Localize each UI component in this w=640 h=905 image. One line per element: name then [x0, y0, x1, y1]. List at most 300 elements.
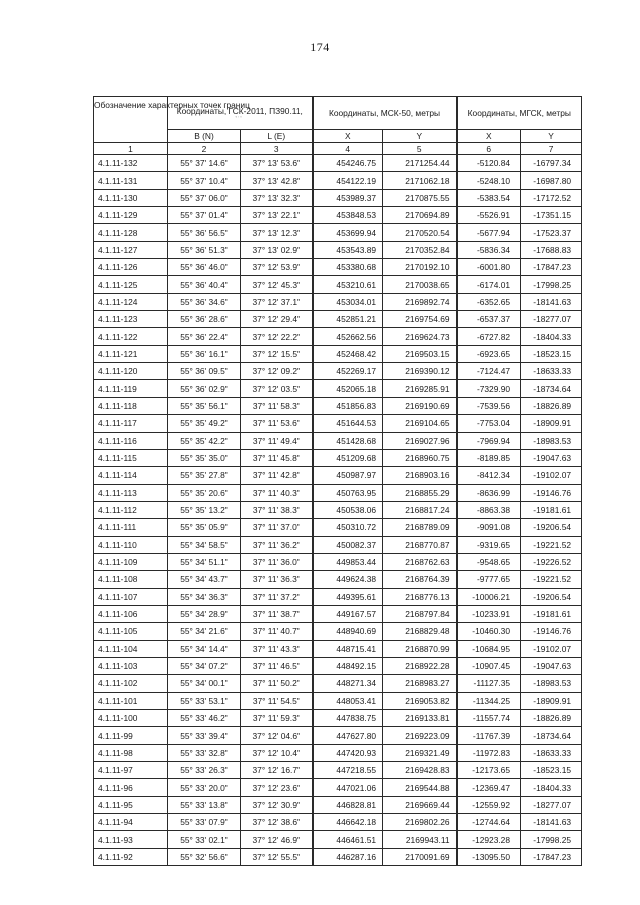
mgsk-x-cell: -10233.91	[457, 605, 521, 622]
msk-y-cell: 2170091.69	[383, 848, 457, 865]
msk-y-cell: 2168797.84	[383, 605, 457, 622]
latitude-cell: 55° 36' 09.5"	[168, 363, 241, 380]
mgsk-y-cell: -17688.83	[521, 241, 582, 258]
header-sub-b: B (N)	[168, 130, 241, 143]
point-id-cell: 4.1.11-115	[94, 449, 168, 466]
mgsk-x-cell: -11127.35	[457, 675, 521, 692]
msk-y-cell: 2171062.18	[383, 172, 457, 189]
point-id-cell: 4.1.11-116	[94, 432, 168, 449]
point-id-cell: 4.1.11-113	[94, 484, 168, 501]
table-row	[94, 588, 582, 605]
msk-x-cell: 448492.15	[313, 657, 383, 674]
latitude-cell: 55° 35' 27.8"	[168, 467, 241, 484]
latitude-cell: 55° 35' 05.9"	[168, 519, 241, 536]
latitude-cell: 55° 33' 26.3"	[168, 762, 241, 779]
longitude-cell: 37° 12' 37.1"	[241, 293, 313, 310]
mgsk-y-cell: -18909.91	[521, 692, 582, 709]
point-id-cell: 4.1.11-101	[94, 692, 168, 709]
table-row	[94, 536, 582, 553]
msk-y-cell: 2170352.84	[383, 241, 457, 258]
longitude-cell: 37° 11' 38.7"	[241, 605, 313, 622]
msk-x-cell: 453034.01	[313, 293, 383, 310]
longitude-cell: 37° 11' 43.3"	[241, 640, 313, 657]
table-row	[94, 692, 582, 709]
point-id-cell: 4.1.11-99	[94, 727, 168, 744]
point-id-cell: 4.1.11-130	[94, 189, 168, 206]
msk-y-cell: 2169802.26	[383, 814, 457, 831]
msk-x-cell: 446828.81	[313, 796, 383, 813]
mgsk-x-cell: -10006.21	[457, 588, 521, 605]
table-row	[94, 259, 582, 276]
table-row	[94, 796, 582, 813]
msk-y-cell: 2168960.75	[383, 449, 457, 466]
msk-y-cell: 2171254.44	[383, 155, 457, 172]
longitude-cell: 37° 12' 53.9"	[241, 259, 313, 276]
page-number: 174	[310, 40, 330, 54]
latitude-cell: 55° 35' 56.1"	[168, 397, 241, 414]
mgsk-x-cell: -7124.47	[457, 363, 521, 380]
header-sub-mgsk-y: Y	[521, 130, 582, 143]
mgsk-y-cell: -17172.52	[521, 189, 582, 206]
msk-y-cell: 2169190.69	[383, 397, 457, 414]
table-row	[94, 831, 582, 848]
msk-y-cell: 2169285.91	[383, 380, 457, 397]
point-id-cell: 4.1.11-124	[94, 293, 168, 310]
msk-x-cell: 446287.16	[313, 848, 383, 865]
longitude-cell: 37° 11' 36.0"	[241, 553, 313, 570]
msk-x-cell: 451428.68	[313, 432, 383, 449]
mgsk-x-cell: -7753.04	[457, 415, 521, 432]
msk-x-cell: 451209.68	[313, 449, 383, 466]
header-col-number: 6	[457, 143, 521, 155]
point-id-cell: 4.1.11-112	[94, 501, 168, 518]
table-row	[94, 501, 582, 518]
msk-x-cell: 450538.06	[313, 501, 383, 518]
longitude-cell: 37° 11' 50.2"	[241, 675, 313, 692]
msk-x-cell: 452269.17	[313, 363, 383, 380]
longitude-cell: 37° 12' 22.2"	[241, 328, 313, 345]
mgsk-x-cell: -8189.85	[457, 449, 521, 466]
mgsk-x-cell: -5120.84	[457, 155, 521, 172]
latitude-cell: 55° 35' 13.2"	[168, 501, 241, 518]
latitude-cell: 55° 34' 28.9"	[168, 605, 241, 622]
point-id-cell: 4.1.11-100	[94, 710, 168, 727]
mgsk-x-cell: -12923.28	[457, 831, 521, 848]
mgsk-y-cell: -19146.76	[521, 623, 582, 640]
latitude-cell: 55° 33' 32.8"	[168, 744, 241, 761]
mgsk-y-cell: -18633.33	[521, 744, 582, 761]
latitude-cell: 55° 34' 36.3"	[168, 588, 241, 605]
msk-y-cell: 2169104.65	[383, 415, 457, 432]
table-row	[94, 484, 582, 501]
header-col-number: 2	[168, 143, 241, 155]
mgsk-y-cell: -18826.89	[521, 397, 582, 414]
msk-y-cell: 2168870.99	[383, 640, 457, 657]
latitude-cell: 55° 36' 16.1"	[168, 345, 241, 362]
msk-x-cell: 450082.37	[313, 536, 383, 553]
table-row	[94, 415, 582, 432]
msk-x-cell: 446461.51	[313, 831, 383, 848]
mgsk-y-cell: -18734.64	[521, 380, 582, 397]
mgsk-y-cell: -19226.52	[521, 553, 582, 570]
longitude-cell: 37° 12' 09.2"	[241, 363, 313, 380]
msk-x-cell: 446642.18	[313, 814, 383, 831]
point-id-cell: 4.1.11-126	[94, 259, 168, 276]
point-id-cell: 4.1.11-121	[94, 345, 168, 362]
longitude-cell: 37° 12' 03.5"	[241, 380, 313, 397]
mgsk-y-cell: -18141.63	[521, 293, 582, 310]
longitude-cell: 37° 13' 02.9"	[241, 241, 313, 258]
msk-x-cell: 451644.53	[313, 415, 383, 432]
latitude-cell: 55° 36' 51.3"	[168, 241, 241, 258]
msk-y-cell: 2170694.89	[383, 207, 457, 224]
point-id-cell: 4.1.11-110	[94, 536, 168, 553]
longitude-cell: 37° 11' 36.2"	[241, 536, 313, 553]
longitude-cell: 37° 11' 37.2"	[241, 588, 313, 605]
mgsk-y-cell: -18734.64	[521, 727, 582, 744]
msk-x-cell: 451856.83	[313, 397, 383, 414]
latitude-cell: 55° 34' 21.6"	[168, 623, 241, 640]
latitude-cell: 55° 35' 42.2"	[168, 432, 241, 449]
point-id-cell: 4.1.11-128	[94, 224, 168, 241]
msk-x-cell: 448940.69	[313, 623, 383, 640]
mgsk-x-cell: -5677.94	[457, 224, 521, 241]
msk-x-cell: 450987.97	[313, 467, 383, 484]
table-row	[94, 328, 582, 345]
msk-x-cell: 452065.18	[313, 380, 383, 397]
msk-x-cell: 454246.75	[313, 155, 383, 172]
mgsk-y-cell: -18826.89	[521, 710, 582, 727]
longitude-cell: 37° 11' 37.0"	[241, 519, 313, 536]
mgsk-y-cell: -19047.63	[521, 657, 582, 674]
latitude-cell: 55° 34' 51.1"	[168, 553, 241, 570]
header-gsk-label: Координаты, ГСК-2011, ПЗ90.11,	[176, 106, 303, 116]
mgsk-x-cell: -6001.80	[457, 259, 521, 276]
mgsk-x-cell: -7329.90	[457, 380, 521, 397]
latitude-cell: 55° 36' 28.6"	[168, 311, 241, 328]
header-msk: Координаты, МСК-50, метры	[313, 97, 457, 130]
table-row	[94, 605, 582, 622]
msk-x-cell: 448271.34	[313, 675, 383, 692]
point-id-cell: 4.1.11-98	[94, 744, 168, 761]
longitude-cell: 37° 12' 23.6"	[241, 779, 313, 796]
msk-y-cell: 2169321.49	[383, 744, 457, 761]
msk-x-cell: 449167.57	[313, 605, 383, 622]
longitude-cell: 37° 12' 10.4"	[241, 744, 313, 761]
table-row	[94, 241, 582, 258]
mgsk-x-cell: -10684.95	[457, 640, 521, 657]
msk-y-cell: 2169669.44	[383, 796, 457, 813]
mgsk-y-cell: -18141.63	[521, 814, 582, 831]
mgsk-y-cell: -18633.33	[521, 363, 582, 380]
msk-y-cell: 2168789.09	[383, 519, 457, 536]
header-sub-l: L (E)	[241, 130, 313, 143]
table-row	[94, 224, 582, 241]
msk-x-cell: 453380.68	[313, 259, 383, 276]
mgsk-x-cell: -12559.92	[457, 796, 521, 813]
latitude-cell: 55° 33' 53.1"	[168, 692, 241, 709]
header-col-number: 3	[241, 143, 313, 155]
mgsk-x-cell: -7969.94	[457, 432, 521, 449]
longitude-cell: 37° 13' 32.3"	[241, 189, 313, 206]
mgsk-y-cell: -18277.07	[521, 796, 582, 813]
latitude-cell: 55° 35' 49.2"	[168, 415, 241, 432]
latitude-cell: 55° 33' 46.2"	[168, 710, 241, 727]
longitude-cell: 37° 13' 42.8"	[241, 172, 313, 189]
mgsk-y-cell: -18983.53	[521, 432, 582, 449]
msk-y-cell: 2169503.15	[383, 345, 457, 362]
point-id-cell: 4.1.11-117	[94, 415, 168, 432]
header-point: Обозначение характерных точек границ	[94, 97, 168, 143]
msk-y-cell: 2168762.63	[383, 553, 457, 570]
mgsk-y-cell: -17847.23	[521, 848, 582, 865]
msk-y-cell: 2169544.88	[383, 779, 457, 796]
longitude-cell: 37° 11' 46.5"	[241, 657, 313, 674]
msk-y-cell: 2168983.27	[383, 675, 457, 692]
mgsk-y-cell: -18523.15	[521, 345, 582, 362]
point-id-cell: 4.1.11-105	[94, 623, 168, 640]
mgsk-x-cell: -6174.01	[457, 276, 521, 293]
table-row	[94, 744, 582, 761]
table-row	[94, 449, 582, 466]
header-sub-mgsk-x: X	[457, 130, 521, 143]
msk-y-cell: 2170875.55	[383, 189, 457, 206]
point-id-cell: 4.1.11-108	[94, 571, 168, 588]
latitude-cell: 55° 36' 40.4"	[168, 276, 241, 293]
msk-y-cell: 2169624.73	[383, 328, 457, 345]
header-sub-msk-x: X	[313, 130, 383, 143]
mgsk-x-cell: -6923.65	[457, 345, 521, 362]
msk-x-cell: 453210.61	[313, 276, 383, 293]
header-sub-msk-y: Y	[383, 130, 457, 143]
latitude-cell: 55° 34' 07.2"	[168, 657, 241, 674]
mgsk-x-cell: -9548.65	[457, 553, 521, 570]
table-row	[94, 155, 582, 172]
msk-x-cell: 454122.19	[313, 172, 383, 189]
msk-x-cell: 450763.95	[313, 484, 383, 501]
point-id-cell: 4.1.11-131	[94, 172, 168, 189]
mgsk-x-cell: -11972.83	[457, 744, 521, 761]
mgsk-x-cell: -11557.74	[457, 710, 521, 727]
msk-x-cell: 448715.41	[313, 640, 383, 657]
latitude-cell: 55° 36' 56.5"	[168, 224, 241, 241]
latitude-cell: 55° 33' 20.0"	[168, 779, 241, 796]
latitude-cell: 55° 36' 22.4"	[168, 328, 241, 345]
table-row	[94, 467, 582, 484]
mgsk-x-cell: -6352.65	[457, 293, 521, 310]
table-row	[94, 571, 582, 588]
point-id-cell: 4.1.11-109	[94, 553, 168, 570]
longitude-cell: 37° 12' 16.7"	[241, 762, 313, 779]
msk-y-cell: 2168764.39	[383, 571, 457, 588]
msk-y-cell: 2168770.87	[383, 536, 457, 553]
point-id-cell: 4.1.11-104	[94, 640, 168, 657]
latitude-cell: 55° 37' 06.0"	[168, 189, 241, 206]
table-row	[94, 432, 582, 449]
latitude-cell: 55° 33' 13.8"	[168, 796, 241, 813]
msk-y-cell: 2169223.09	[383, 727, 457, 744]
msk-x-cell: 452662.56	[313, 328, 383, 345]
msk-y-cell: 2169943.11	[383, 831, 457, 848]
mgsk-y-cell: -18277.07	[521, 311, 582, 328]
header-gsk-unit-mark: ° ' "	[235, 115, 242, 120]
mgsk-x-cell: -6727.82	[457, 328, 521, 345]
mgsk-x-cell: -12744.64	[457, 814, 521, 831]
latitude-cell: 55° 37' 10.4"	[168, 172, 241, 189]
header-col-number: 5	[383, 143, 457, 155]
longitude-cell: 37° 11' 49.4"	[241, 432, 313, 449]
msk-y-cell: 2170192.10	[383, 259, 457, 276]
table-row	[94, 623, 582, 640]
latitude-cell: 55° 34' 43.7"	[168, 571, 241, 588]
msk-y-cell: 2169754.69	[383, 311, 457, 328]
table-row	[94, 276, 582, 293]
msk-y-cell: 2169053.82	[383, 692, 457, 709]
longitude-cell: 37° 11' 40.7"	[241, 623, 313, 640]
table-row	[94, 207, 582, 224]
msk-x-cell: 453543.89	[313, 241, 383, 258]
mgsk-y-cell: -16987.80	[521, 172, 582, 189]
msk-x-cell: 447627.80	[313, 727, 383, 744]
mgsk-y-cell: -17998.25	[521, 276, 582, 293]
msk-x-cell: 452468.42	[313, 345, 383, 362]
point-id-cell: 4.1.11-94	[94, 814, 168, 831]
mgsk-x-cell: -9091.08	[457, 519, 521, 536]
latitude-cell: 55° 37' 01.4"	[168, 207, 241, 224]
msk-x-cell: 449395.61	[313, 588, 383, 605]
mgsk-y-cell: -19181.61	[521, 605, 582, 622]
table-row	[94, 675, 582, 692]
point-id-cell: 4.1.11-127	[94, 241, 168, 258]
msk-x-cell: 453699.94	[313, 224, 383, 241]
msk-y-cell: 2169428.83	[383, 762, 457, 779]
point-id-cell: 4.1.11-95	[94, 796, 168, 813]
msk-x-cell: 449624.38	[313, 571, 383, 588]
table-row	[94, 380, 582, 397]
msk-x-cell: 453848.53	[313, 207, 383, 224]
header-col-number: 4	[313, 143, 383, 155]
table-row	[94, 640, 582, 657]
msk-y-cell: 2170038.65	[383, 276, 457, 293]
msk-x-cell: 453989.37	[313, 189, 383, 206]
mgsk-x-cell: -9777.65	[457, 571, 521, 588]
longitude-cell: 37° 11' 53.6"	[241, 415, 313, 432]
msk-y-cell: 2168922.28	[383, 657, 457, 674]
msk-y-cell: 2168817.24	[383, 501, 457, 518]
mgsk-y-cell: -19146.76	[521, 484, 582, 501]
longitude-cell: 37° 12' 30.9"	[241, 796, 313, 813]
point-id-cell: 4.1.11-93	[94, 831, 168, 848]
msk-x-cell: 452851.21	[313, 311, 383, 328]
mgsk-y-cell: -19102.07	[521, 640, 582, 657]
header-col-number: 1	[94, 143, 168, 155]
mgsk-y-cell: -19206.54	[521, 519, 582, 536]
msk-y-cell: 2170520.54	[383, 224, 457, 241]
latitude-cell: 55° 33' 02.1"	[168, 831, 241, 848]
longitude-cell: 37° 11' 58.3"	[241, 397, 313, 414]
longitude-cell: 37° 12' 46.9"	[241, 831, 313, 848]
latitude-cell: 55° 34' 00.1"	[168, 675, 241, 692]
msk-y-cell: 2168855.29	[383, 484, 457, 501]
point-id-cell: 4.1.11-96	[94, 779, 168, 796]
mgsk-x-cell: -11767.39	[457, 727, 521, 744]
msk-x-cell: 448053.41	[313, 692, 383, 709]
longitude-cell: 37° 12' 38.6"	[241, 814, 313, 831]
point-id-cell: 4.1.11-106	[94, 605, 168, 622]
mgsk-x-cell: -6537.37	[457, 311, 521, 328]
mgsk-x-cell: -13095.50	[457, 848, 521, 865]
mgsk-y-cell: -19181.61	[521, 501, 582, 518]
point-id-cell: 4.1.11-123	[94, 311, 168, 328]
latitude-cell: 55° 33' 39.4"	[168, 727, 241, 744]
longitude-cell: 37° 11' 36.3"	[241, 571, 313, 588]
mgsk-y-cell: -19047.63	[521, 449, 582, 466]
longitude-cell: 37° 11' 45.8"	[241, 449, 313, 466]
msk-x-cell: 447218.55	[313, 762, 383, 779]
mgsk-y-cell: -18909.91	[521, 415, 582, 432]
mgsk-y-cell: -19102.07	[521, 467, 582, 484]
mgsk-y-cell: -18523.15	[521, 762, 582, 779]
longitude-cell: 37° 11' 38.3"	[241, 501, 313, 518]
mgsk-x-cell: -9319.65	[457, 536, 521, 553]
latitude-cell: 55° 34' 58.5"	[168, 536, 241, 553]
msk-x-cell: 449853.44	[313, 553, 383, 570]
mgsk-y-cell: -17998.25	[521, 831, 582, 848]
msk-y-cell: 2168829.48	[383, 623, 457, 640]
msk-y-cell: 2169133.81	[383, 710, 457, 727]
mgsk-x-cell: -8863.38	[457, 501, 521, 518]
point-id-cell: 4.1.11-111	[94, 519, 168, 536]
mgsk-x-cell: -5248.10	[457, 172, 521, 189]
mgsk-y-cell: -18983.53	[521, 675, 582, 692]
mgsk-y-cell: -16797.34	[521, 155, 582, 172]
point-id-cell: 4.1.11-122	[94, 328, 168, 345]
table-row	[94, 397, 582, 414]
table-row	[94, 519, 582, 536]
table-row	[94, 848, 582, 865]
table-row	[94, 345, 582, 362]
mgsk-x-cell: -10907.45	[457, 657, 521, 674]
msk-x-cell: 450310.72	[313, 519, 383, 536]
mgsk-x-cell: -12369.47	[457, 779, 521, 796]
longitude-cell: 37° 13' 12.3"	[241, 224, 313, 241]
mgsk-y-cell: -19221.52	[521, 571, 582, 588]
table-row	[94, 293, 582, 310]
msk-x-cell: 447420.93	[313, 744, 383, 761]
longitude-cell: 37° 13' 22.1"	[241, 207, 313, 224]
table-row	[94, 814, 582, 831]
longitude-cell: 37° 12' 15.5"	[241, 345, 313, 362]
mgsk-y-cell: -19221.52	[521, 536, 582, 553]
point-id-cell: 4.1.11-102	[94, 675, 168, 692]
latitude-cell: 55° 32' 56.6"	[168, 848, 241, 865]
mgsk-y-cell: -18404.33	[521, 328, 582, 345]
latitude-cell: 55° 33' 07.9"	[168, 814, 241, 831]
mgsk-y-cell: -19206.54	[521, 588, 582, 605]
mgsk-x-cell: -5836.34	[457, 241, 521, 258]
mgsk-y-cell: -17351.15	[521, 207, 582, 224]
header-col-number: 7	[521, 143, 582, 155]
msk-y-cell: 2168776.13	[383, 588, 457, 605]
mgsk-x-cell: -5526.91	[457, 207, 521, 224]
latitude-cell: 55° 36' 46.0"	[168, 259, 241, 276]
longitude-cell: 37° 12' 04.6"	[241, 727, 313, 744]
mgsk-x-cell: -11344.25	[457, 692, 521, 709]
longitude-cell: 37° 11' 54.5"	[241, 692, 313, 709]
latitude-cell: 55° 34' 14.4"	[168, 640, 241, 657]
table-row	[94, 189, 582, 206]
table-row	[94, 311, 582, 328]
